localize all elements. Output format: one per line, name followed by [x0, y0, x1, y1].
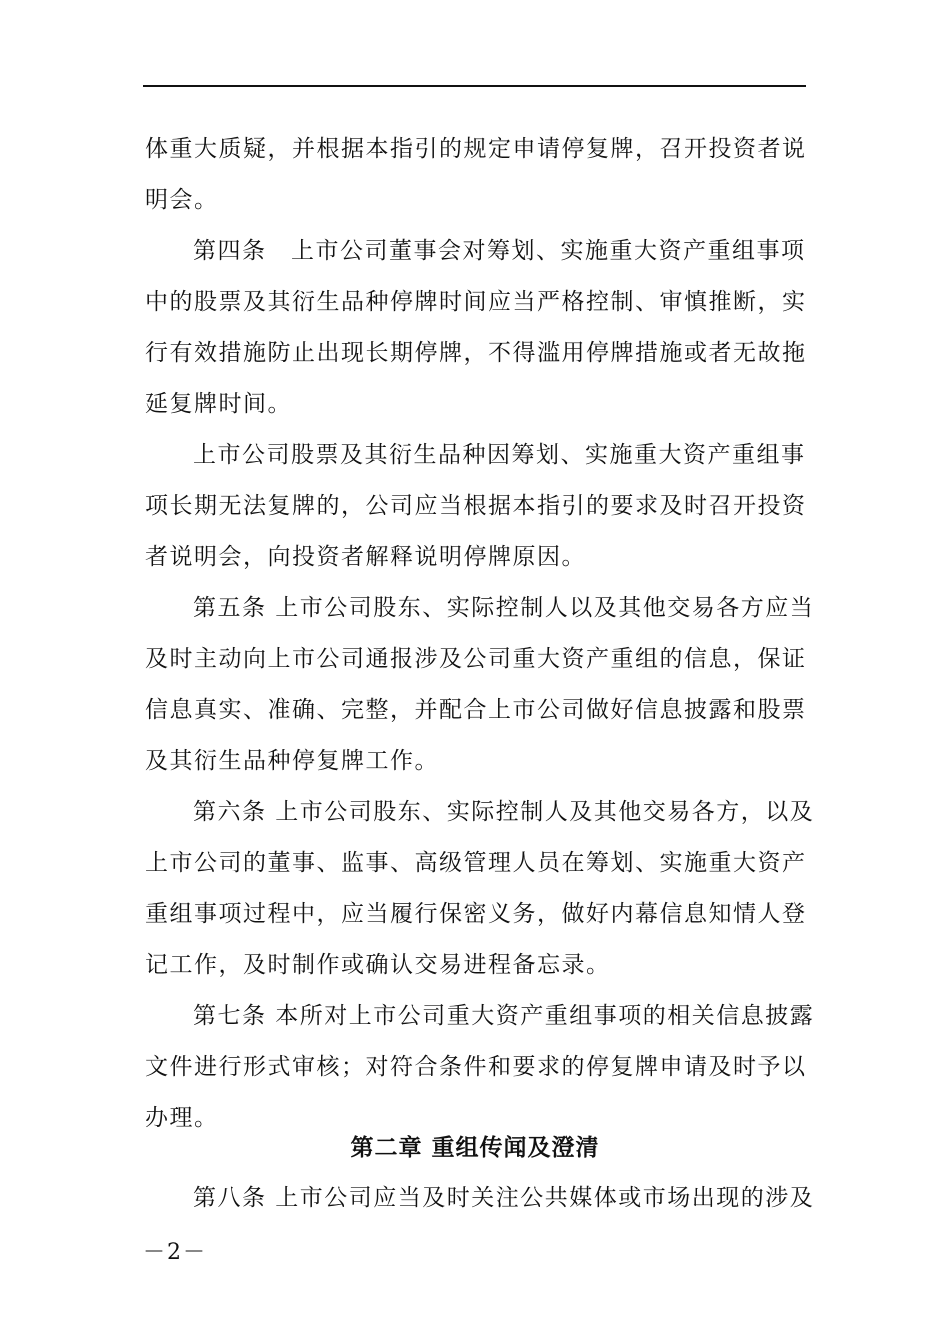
- paragraph-line: 中的股票及其衍生品种停牌时间应当严格控制、审慎推断，实: [145, 289, 807, 315]
- paragraph-line: 记工作，及时制作或确认交易进程备忘录。: [145, 952, 611, 978]
- paragraph-line: 行有效措施防止出现长期停牌，不得滥用停牌措施或者无故拖: [145, 340, 807, 366]
- paragraph-line: 文件进行形式审核；对符合条件和要求的停复牌申请及时予以: [145, 1054, 807, 1080]
- article-5-line: 第五条 上市公司股东、实际控制人以及其他交易各方应当: [193, 595, 815, 621]
- paragraph-line: 及其衍生品种停复牌工作。: [145, 748, 439, 774]
- article-7-line: 第七条 本所对上市公司重大资产重组事项的相关信息披露: [193, 1003, 815, 1029]
- paragraph-line: 办理。: [145, 1105, 219, 1131]
- chapter-heading: 第二章 重组传闻及澄清: [350, 1134, 600, 1161]
- paragraph-line: 延复牌时间。: [145, 391, 292, 417]
- paragraph-line: 明会。: [145, 187, 219, 213]
- paragraph-line: 上市公司股票及其衍生品种因筹划、实施重大资产重组事: [193, 442, 806, 468]
- header-rule: [143, 85, 806, 87]
- paragraph-line: 项长期无法复牌的，公司应当根据本指引的要求及时召开投资: [145, 493, 807, 519]
- article-6-line: 第六条 上市公司股东、实际控制人及其他交易各方，以及: [193, 799, 815, 825]
- paragraph-line: 信息真实、准确、完整，并配合上市公司做好信息披露和股票: [145, 697, 807, 723]
- article-8-line: 第八条 上市公司应当及时关注公共媒体或市场出现的涉及: [193, 1185, 815, 1211]
- paragraph-line: 及时主动向上市公司通报涉及公司重大资产重组的信息，保证: [145, 646, 807, 672]
- paragraph-line: 上市公司的董事、监事、高级管理人员在筹划、实施重大资产: [145, 850, 807, 876]
- paragraph-line: 体重大质疑，并根据本指引的规定申请停复牌，召开投资者说: [145, 136, 807, 162]
- paragraph-line: 者说明会，向投资者解释说明停牌原因。: [145, 544, 586, 570]
- paragraph-line: 重组事项过程中，应当履行保密义务，做好内幕信息知情人登: [145, 901, 807, 927]
- article-4-line: 第四条 上市公司董事会对筹划、实施重大资产重组事项: [193, 238, 806, 264]
- page-number: －2－: [143, 1240, 207, 1265]
